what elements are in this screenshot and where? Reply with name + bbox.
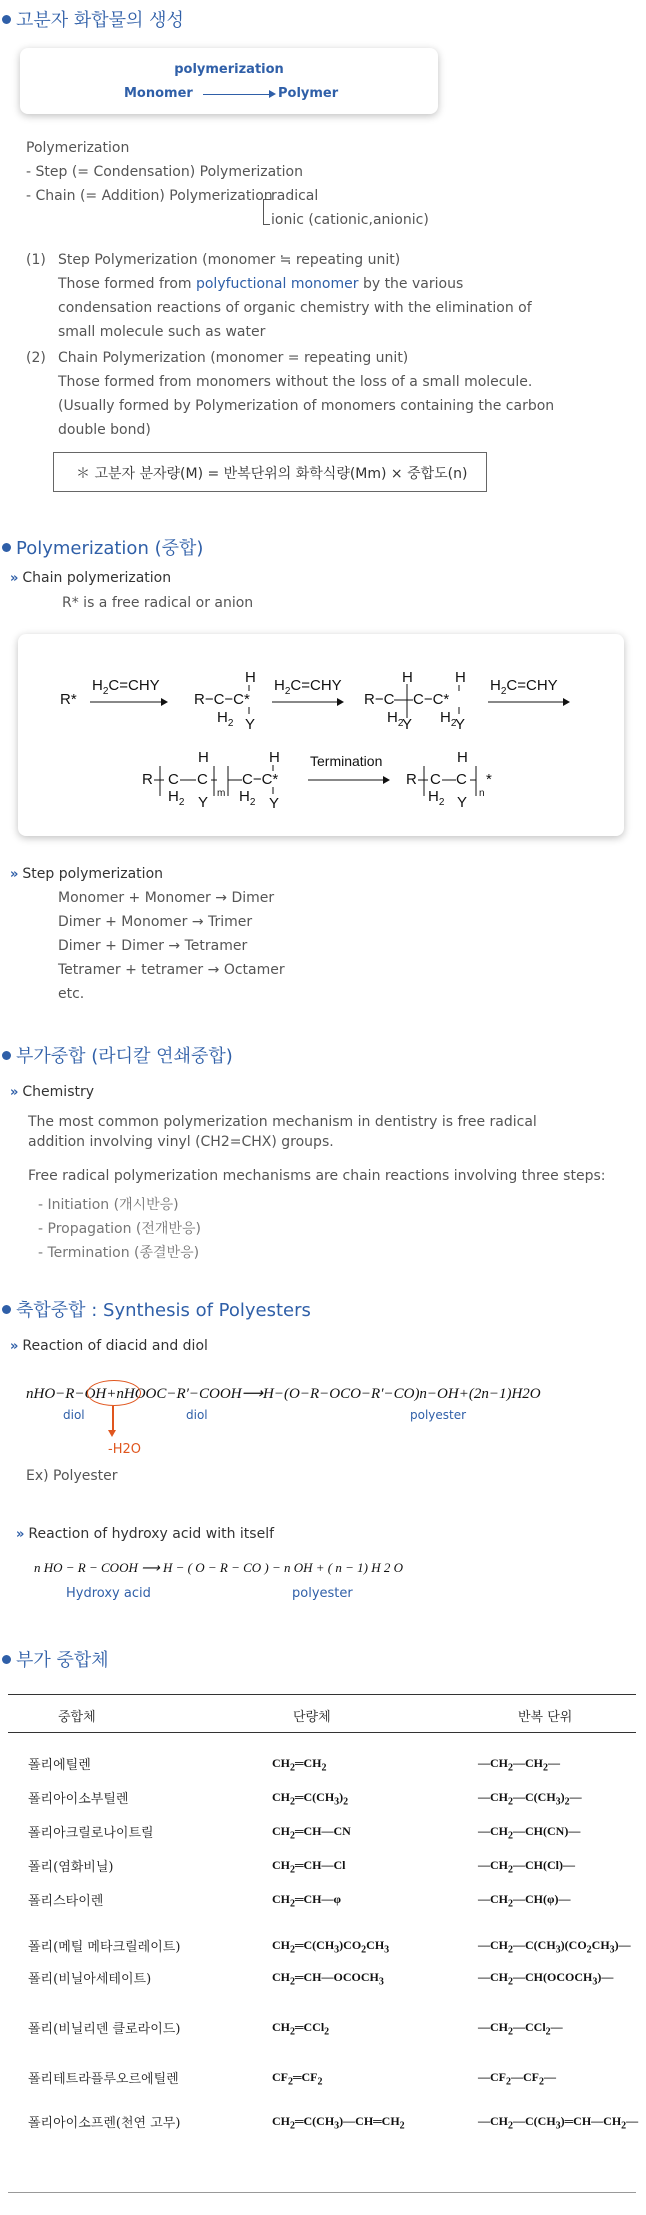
svg-text:m: m xyxy=(217,788,226,799)
step-list-item: Tetramer + tetramer → Octamer xyxy=(58,962,285,978)
table-row-repeat-unit: $—CH_2—CH(CN)—$ xyxy=(478,1824,581,1842)
table-row-polymer-name: 폴리(비닐리덴 클로라이드) xyxy=(28,2022,181,2037)
table-header-row xyxy=(8,1694,636,1732)
svg-text:H: H xyxy=(245,669,256,686)
diagram-polymer: Polymer xyxy=(278,86,339,101)
r-star: R* xyxy=(60,691,77,708)
table-row-monomer: $CH_2═CH_2$ xyxy=(272,1756,327,1774)
svg-text:H: H xyxy=(402,669,413,686)
item1-title: Step Polymerization (monomer ≒ repeating unit) xyxy=(58,252,401,268)
svg-text:C−C*: C−C* xyxy=(242,771,279,788)
item1-line2: condensation reactions of organic chemistry with the elimination of xyxy=(58,300,532,316)
water-elimination-label: -H2O xyxy=(108,1442,141,1457)
step-list-item: Dimer + Monomer → Trimer xyxy=(58,914,253,930)
svg-text:R−C−C*: R−C−C* xyxy=(194,691,250,708)
step-polymerization-line: - Step (= Condensation) Polymerization xyxy=(26,164,303,180)
table-row-polymer-name: 폴리(비닐아세테이트) xyxy=(28,1972,152,1987)
bullet-icon xyxy=(2,1655,11,1664)
table-row-repeat-unit: $—CH_2—CH(\varphi)—$ xyxy=(478,1892,571,1910)
svg-text:C: C xyxy=(197,771,208,788)
table-row-repeat-unit: $—CH_2—CH_2—$ xyxy=(478,1756,560,1774)
table-row-monomer: $CH_2═CH—OCOCH_3$ xyxy=(272,1970,384,1988)
chain-polymerization-line: - Chain (= Addition) Polymerization xyxy=(26,188,273,204)
molecular-weight-formula-box xyxy=(53,452,487,492)
svg-text:H2: $H_2$ xyxy=(168,788,185,808)
section-title-polymerization: Polymerization (중합) xyxy=(2,534,203,560)
table-row-monomer: $CF_2═CF_2$ xyxy=(272,2070,323,2088)
table-row-monomer: $CH_2═C(CH_3)_2$ xyxy=(272,1790,349,1808)
diagram-monomer: Monomer xyxy=(124,86,193,101)
reagent-1: $H_2C=CHY$ xyxy=(92,677,160,697)
subhead-diacid-diol: » Reaction of diacid and diol xyxy=(10,1338,208,1354)
section-title-synthesis: 고분자 화합물의 생성 xyxy=(2,6,184,32)
table-row-polymer-name: 폴리(메틸 메타크릴레이트) xyxy=(28,1940,181,1955)
svg-text:Y: Y xyxy=(269,795,280,812)
polyester-equation-1: nHO−R−OH+nHOOC−R′−COOH⟶H−(O−R−OCO−R′−CO)n−OH+(2n−1)H2O xyxy=(26,1386,541,1402)
svg-text:C−C*: C−C* xyxy=(413,691,450,708)
reaction-step: - Propagation (전개반응) xyxy=(38,1221,201,1237)
step-list-item: etc. xyxy=(58,986,85,1002)
chain-description: R* is a free radical or anion xyxy=(62,595,254,611)
table-row-monomer: $CH_2═C(CH_3)CO_2CH_3$ xyxy=(272,1938,390,1956)
table-row-polymer-name: 폴리스타이렌 xyxy=(28,1894,104,1909)
section-title-condensation: 축합중합 : Synthesis of Polyesters xyxy=(2,1296,311,1322)
water-arrow-line xyxy=(112,1406,114,1432)
section-title-addition-polymers: 부가 중합체 xyxy=(2,1646,109,1672)
table-header-border xyxy=(8,1732,636,1733)
item2-line1: Those formed from monomers without the loss of a small molecule. xyxy=(58,374,533,390)
svg-text:Y: Y xyxy=(455,716,466,733)
svg-text:H: H xyxy=(198,749,209,766)
svg-text:H: H xyxy=(455,669,466,686)
diagram-arrow-line xyxy=(203,94,272,95)
svg-text:n: n xyxy=(479,788,485,799)
svg-text:Y: Y xyxy=(198,794,209,811)
table-row-repeat-unit: $—CH_2—CCl_2—$ xyxy=(478,2020,563,2038)
svg-text:H2: $H_2$ xyxy=(387,709,404,729)
svg-text:H2C=CHY: $H_2C=CHY$ xyxy=(274,677,342,697)
branch-radical: radical xyxy=(271,188,319,204)
branch-ionic: ionic (cationic,anionic) xyxy=(271,212,429,228)
svg-text:C: C xyxy=(430,771,441,788)
label-diol: diol xyxy=(63,1408,85,1422)
chain-reaction-card xyxy=(18,634,624,836)
reaction-step: - Termination (종결반응) xyxy=(38,1245,200,1261)
svg-text:H2: $H_2$ xyxy=(428,788,445,808)
table-row-polymer-name: 폴리에틸렌 xyxy=(28,1758,91,1773)
termination-label: Termination xyxy=(310,753,383,769)
svg-text:R: R xyxy=(142,771,153,788)
svg-text:H2: $H_2$ xyxy=(239,788,256,808)
subhead-chemistry: » Chemistry xyxy=(10,1084,95,1100)
table-row-polymer-name: 폴리(염화비닐) xyxy=(28,1860,114,1875)
table-row-repeat-unit: $—CH_2—C(CH_3)(CO_2CH_3)—$ xyxy=(478,1938,631,1956)
bullet-icon xyxy=(2,1305,11,1314)
table-row-monomer: $CH_2═CH—Cl$ xyxy=(272,1858,346,1876)
header-polymer: 중합체 xyxy=(58,1710,96,1725)
subhead-step: » Step polymerization xyxy=(10,866,164,882)
table-row-repeat-unit: $—CH_2—C(CH_3)_2—$ xyxy=(478,1790,582,1808)
item2-line2: (Usually formed by Polymerization of monomers containing the carbon xyxy=(58,398,555,414)
svg-text:Y: Y xyxy=(245,716,256,733)
item2-line3: double bond) xyxy=(58,422,151,438)
svg-text:R−C: R−C xyxy=(364,691,395,708)
label-polyester: polyester xyxy=(410,1408,467,1422)
header-monomer: 단량체 xyxy=(293,1710,331,1725)
polymerization-diagram-card xyxy=(20,48,438,114)
header-repeat-unit: 반복 단위 xyxy=(518,1710,573,1725)
table-row-polymer-name: 폴리아이소부틸렌 xyxy=(28,1792,129,1807)
item1-line1: Those formed from polyfuctional monomer by the various xyxy=(58,276,464,292)
chemistry-para1-line2: addition involving vinyl (CH2=CHX) groups. xyxy=(28,1134,334,1150)
table-row-monomer: $CH_2═CCl_2$ xyxy=(272,2020,330,2038)
chevron-right-icon: » xyxy=(10,571,19,586)
svg-text:H2: $H_2$ xyxy=(217,709,234,729)
subhead-chain: » Chain polymerization xyxy=(10,570,172,586)
item1-number: (1) xyxy=(26,252,46,268)
table-row-repeat-unit: $—CF_2—CF_2—$ xyxy=(478,2070,556,2088)
polymerization-heading: Polymerization xyxy=(26,140,130,156)
reaction-step: - Initiation (개시반응) xyxy=(38,1197,179,1213)
svg-text:H: H xyxy=(457,749,468,766)
chemistry-para2: Free radical polymerization mechanisms are chain reactions involving three steps: xyxy=(28,1168,606,1184)
item2-number: (2) xyxy=(26,350,46,366)
bracket-icon xyxy=(263,199,270,225)
bullet-icon xyxy=(2,543,11,552)
table-row-monomer: $CH_2═C(CH_3)—CH═CH_2$ xyxy=(272,2114,405,2132)
diagram-top-label: polymerization xyxy=(174,62,284,77)
bullet-icon xyxy=(2,1051,11,1060)
item1-line3: small molecule such as water xyxy=(58,324,266,340)
arrow-right-icon xyxy=(269,90,276,98)
arrow-down-icon xyxy=(108,1430,116,1437)
table-row-monomer: $CH_2═CH—CN$ xyxy=(272,1824,351,1842)
svg-text:H2C=CHY: $H_2C=CHY$ xyxy=(490,677,558,697)
chain-reaction-diagram xyxy=(18,634,624,836)
svg-text:C: C xyxy=(456,771,467,788)
svg-text:H: H xyxy=(269,749,280,766)
table-row-repeat-unit: $—CH_2—CH(OCOCH_3)—$ xyxy=(478,1970,614,1988)
table-row-polymer-name: 폴리아크릴로나이트릴 xyxy=(28,1826,154,1841)
chevron-right-icon: » xyxy=(10,1085,19,1100)
step-list-item: Monomer + Monomer → Dimer xyxy=(58,890,275,906)
bullet-icon xyxy=(2,15,11,24)
chevron-right-icon: » xyxy=(10,867,19,882)
svg-text:*: * xyxy=(486,771,492,788)
example-polyester: Ex) Polyester xyxy=(26,1468,118,1484)
svg-text:Y: Y xyxy=(457,794,468,811)
svg-text:Y: Y xyxy=(402,716,413,733)
label-diol: diol xyxy=(186,1408,208,1422)
polyester-equation-2: n HO − R − COOH ⟶ H − ( O − R − CO ) − n OH + ( n − 1) H 2 O xyxy=(34,1560,404,1575)
label-polyester: polyester xyxy=(292,1586,353,1601)
section-title-addition: 부가중합 (라디칼 연쇄중합) xyxy=(2,1042,233,1068)
chevron-right-icon: » xyxy=(10,1339,19,1354)
svg-text:R: R xyxy=(406,771,417,788)
svg-text:H2: $H_2$ xyxy=(440,709,457,729)
table-row-repeat-unit: $—CH_2—CH(Cl)—$ xyxy=(478,1858,575,1876)
molecular-weight-formula: ＊ 고분자 분자량(M) = 반복단위의 화학식량(Mm) × 중합도(n) xyxy=(76,466,468,482)
table-row-polymer-name: 폴리아이소프렌(천연 고무) xyxy=(28,2116,181,2131)
subhead-hydroxy-acid: » Reaction of hydroxy acid with itself xyxy=(16,1526,275,1542)
item2-title: Chain Polymerization (monomer = repeating unit) xyxy=(58,350,409,366)
table-bottom-border xyxy=(8,2192,636,2193)
chevron-right-icon: » xyxy=(16,1527,25,1542)
table-row-repeat-unit: $—CH_2—C(CH_3)═CH—CH_2—$ xyxy=(478,2114,639,2132)
svg-text:C: C xyxy=(168,771,179,788)
chemistry-para1-line1: The most common polymerization mechanism in dentistry is free radical xyxy=(28,1114,537,1130)
table-row-polymer-name: 폴리테트라플루오르에틸렌 xyxy=(28,2072,179,2087)
label-hydroxy-acid: Hydroxy acid xyxy=(66,1586,151,1601)
table-row-monomer: $CH_2═CH—\varphi$ xyxy=(272,1892,341,1910)
water-circle xyxy=(87,1380,141,1406)
step-list-item: Dimer + Dimer → Tetramer xyxy=(58,938,248,954)
